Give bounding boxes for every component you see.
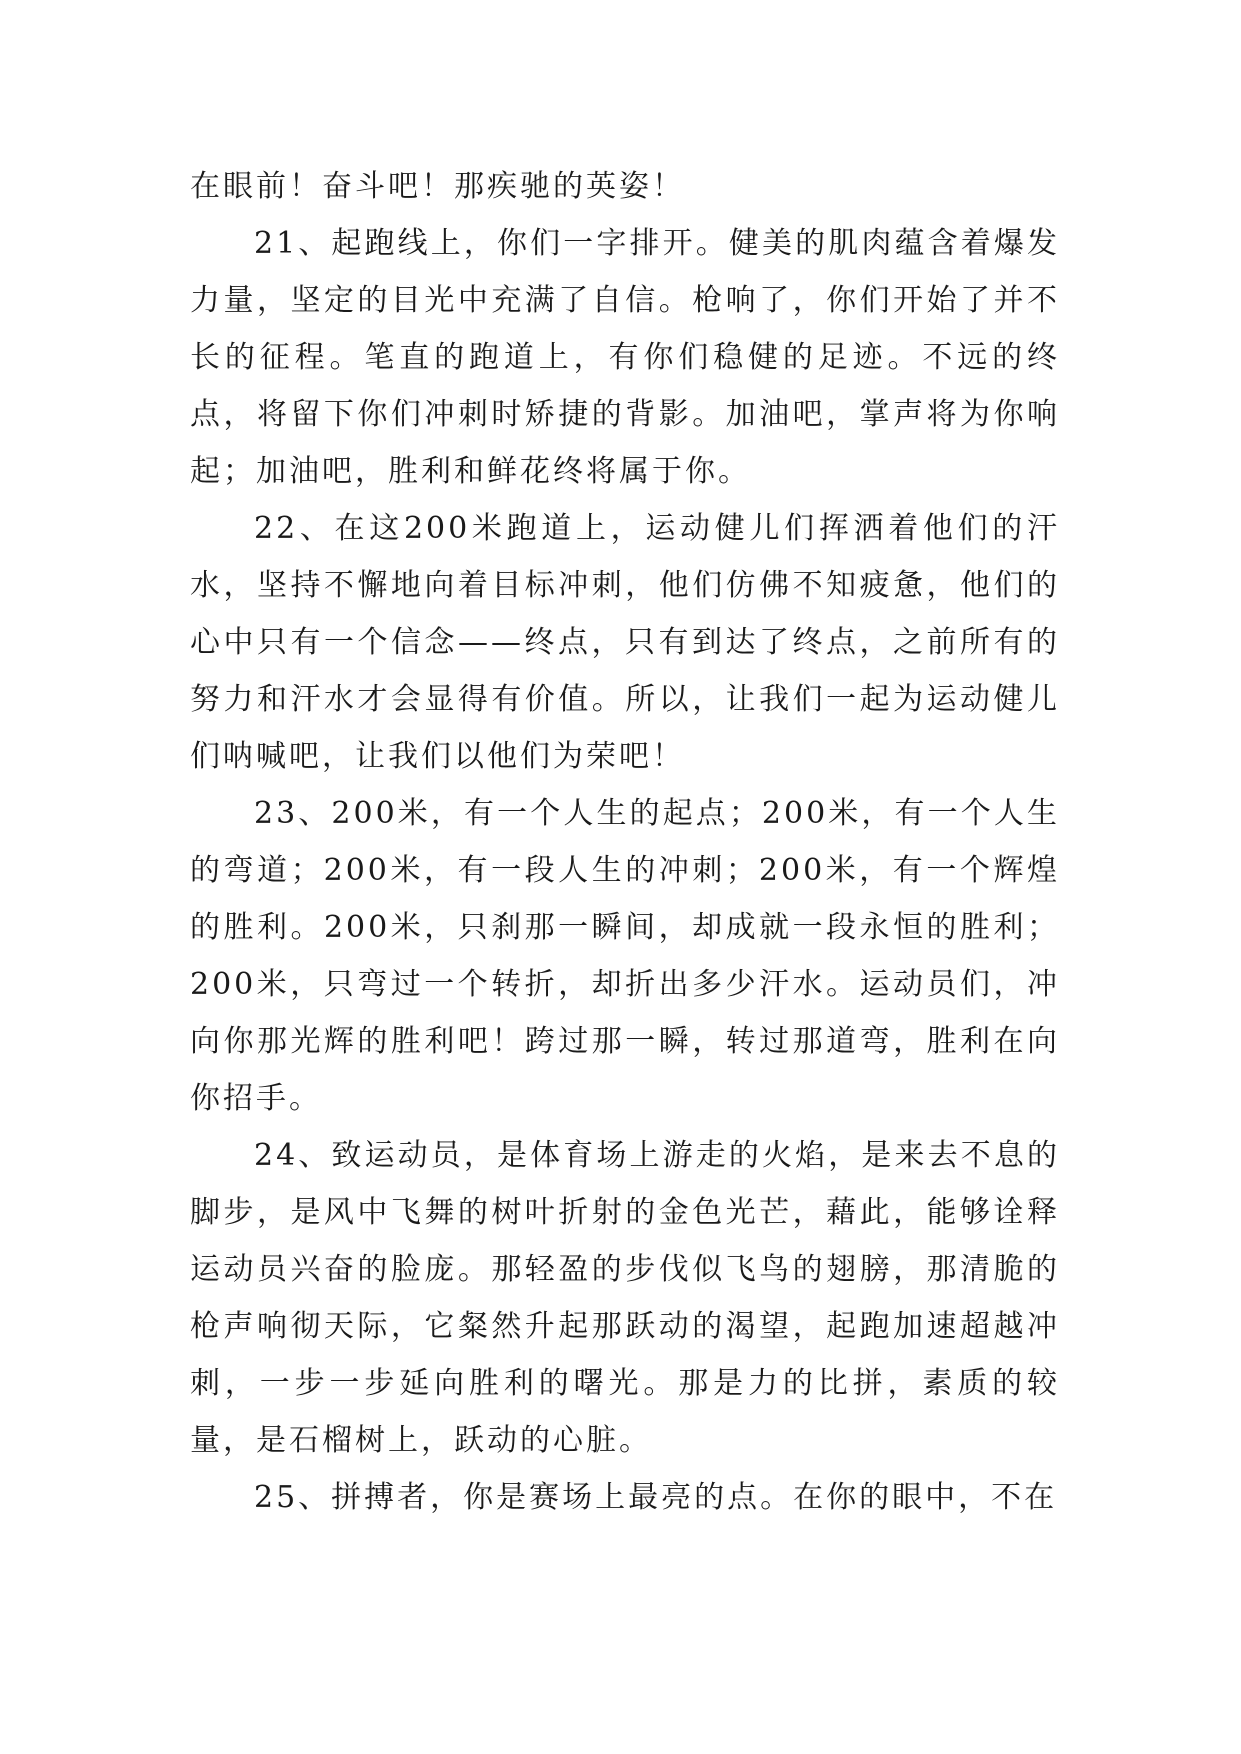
paragraph-23: 23、200米，有一个人生的起点；200米，有一个人生的弯道；200米，有一段人生的冲刺；200米，有一个辉煌的胜利。200米，只刹那一瞬间，却成就一段永恒的胜利；200米，只弯过一个转折，却折出多少汗水。运动员们，冲向你那光辉的胜利吧！跨过那一瞬，转过那道弯，胜利在向你招手。	[190, 796, 1060, 1116]
paragraph-21: 21、起跑线上，你们一字排开。健美的肌肉蕴含着爆发力量，坚定的目光中充满了自信。枪响了，你们开始了并不长的征程。笔直的跑道上，有你们稳健的足迹。不远的终点，将留下你们冲刺时矫捷的背影。加油吧，掌声将为你响起；加油吧，胜利和鲜花终将属于你。	[190, 226, 1060, 489]
paragraph-continuation: 在眼前！奋斗吧！那疾驰的英姿！	[190, 169, 685, 204]
paragraph-25: 25、拼搏者，你是赛场上最亮的点。在你的眼中，不在	[254, 1480, 1058, 1515]
paragraph-22: 22、在这200米跑道上，运动健儿们挥洒着他们的汗水，坚持不懈地向着目标冲刺，他们仿佛不知疲惫，他们的心中只有一个信念——终点，只有到达了终点，之前所有的努力和汗水才会显得有价值。所以，让我们一起为运动健儿们呐喊吧，让我们以他们为荣吧！	[190, 511, 1060, 774]
document-body	[190, 158, 1060, 1526]
paragraph-24: 24、致运动员，是体育场上游走的火焰，是来去不息的脚步，是风中飞舞的树叶折射的金色光芒，藉此，能够诠释运动员兴奋的脸庞。那轻盈的步伐似飞鸟的翅膀，那清脆的枪声响彻天际，它粲然升起那跃动的渴望，起跑加速超越冲刺，一步一步延向胜利的曙光。那是力的比拼，素质的较量，是石榴树上，跃动的心脏。	[190, 1138, 1060, 1458]
